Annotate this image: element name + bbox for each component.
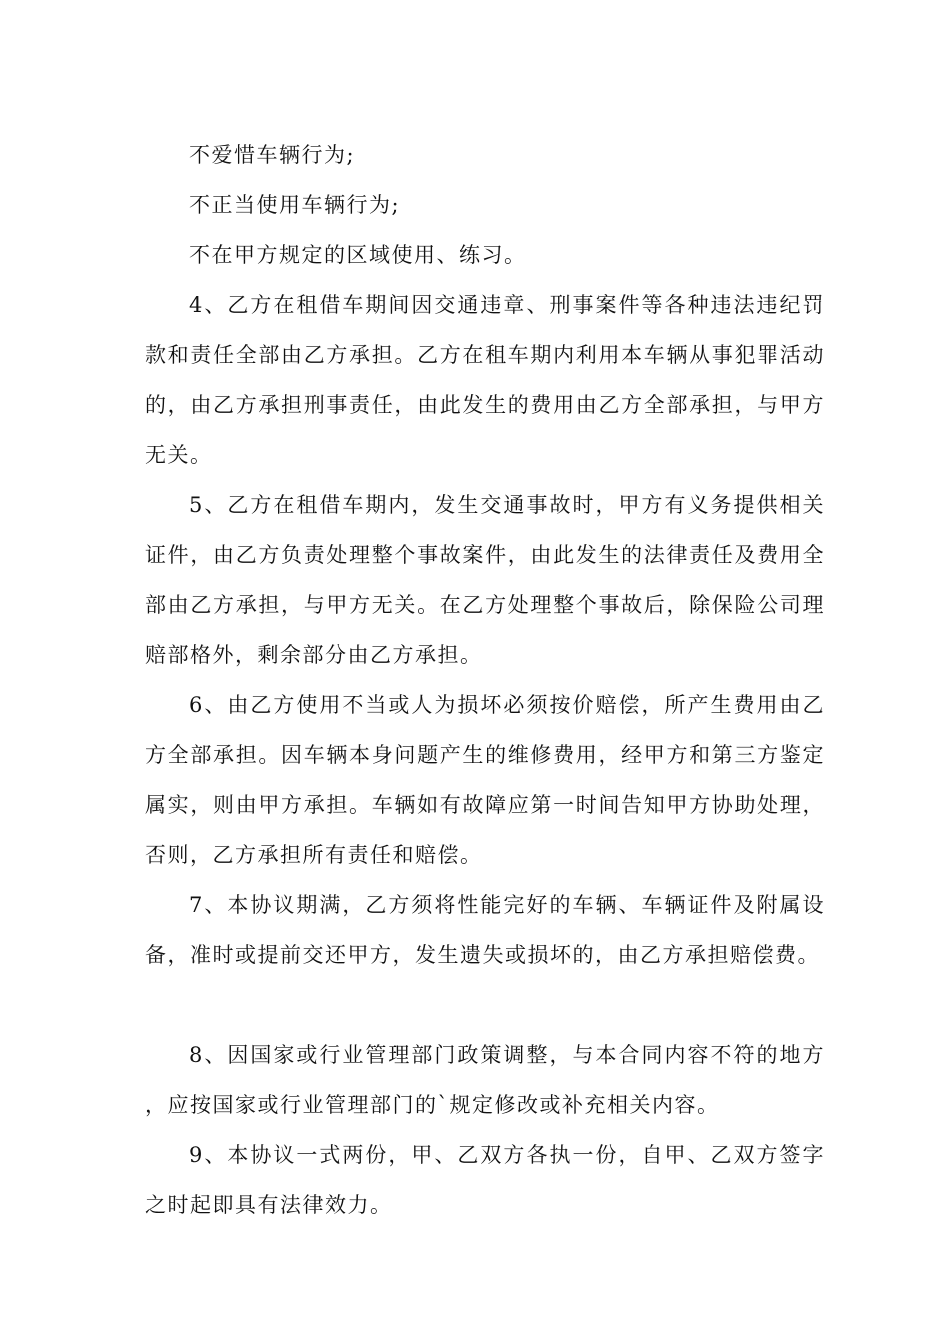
document-body bbox=[145, 130, 825, 1230]
clause-line-improper-use: 不正当使用车辆行为; bbox=[189, 193, 401, 217]
clause-9: 9、本协议一式两份，甲、乙双方各执一份，自甲、乙双方签字之时起即具有法律效力。 bbox=[145, 1143, 825, 1217]
clause-6: 6、由乙方使用不当或人为损坏必须按价赔偿，所产生费用由乙方全部承担。因车辆本身问题产生的维修费用，经甲方和第三方鉴定属实，则由甲方承担。车辆如有故障应第一时间告知甲方协助处理，否则，乙方承担所有责任和赔偿。 bbox=[145, 693, 825, 867]
clause-5: 5、乙方在租借车期内，发生交通事故时，甲方有义务提供相关证件，由乙方负责处理整个事故案件，由此发生的法律责任及费用全部由乙方承担，与甲方无关。在乙方处理整个事故后，除保险公司理赔部格外，剩余部分由乙方承担。 bbox=[145, 493, 825, 667]
clause-line-outside-region: 不在甲方规定的区域使用、练习。 bbox=[189, 243, 527, 267]
clause-line-not-cherish-vehicle: 不爱惜车辆行为; bbox=[189, 143, 356, 167]
clause-7: 7、本协议期满，乙方须将性能完好的车辆、车辆证件及附属设备，准时或提前交还甲方，发生遗失或损坏的，由乙方承担赔偿费。 bbox=[145, 893, 825, 967]
clause-4: 4、乙方在租借车期间因交通违章、刑事案件等各种违法违纪罚款和责任全部由乙方承担。乙方在租车期内利用本车辆从事犯罪活动的，由乙方承担刑事责任，由此发生的费用由乙方全部承担，与甲方无关。 bbox=[145, 293, 825, 467]
clause-8: 8、因国家或行业管理部门政策调整，与本合同内容不符的地方，应按国家或行业管理部门的`规定修改或补充相关内容。 bbox=[145, 1043, 825, 1117]
